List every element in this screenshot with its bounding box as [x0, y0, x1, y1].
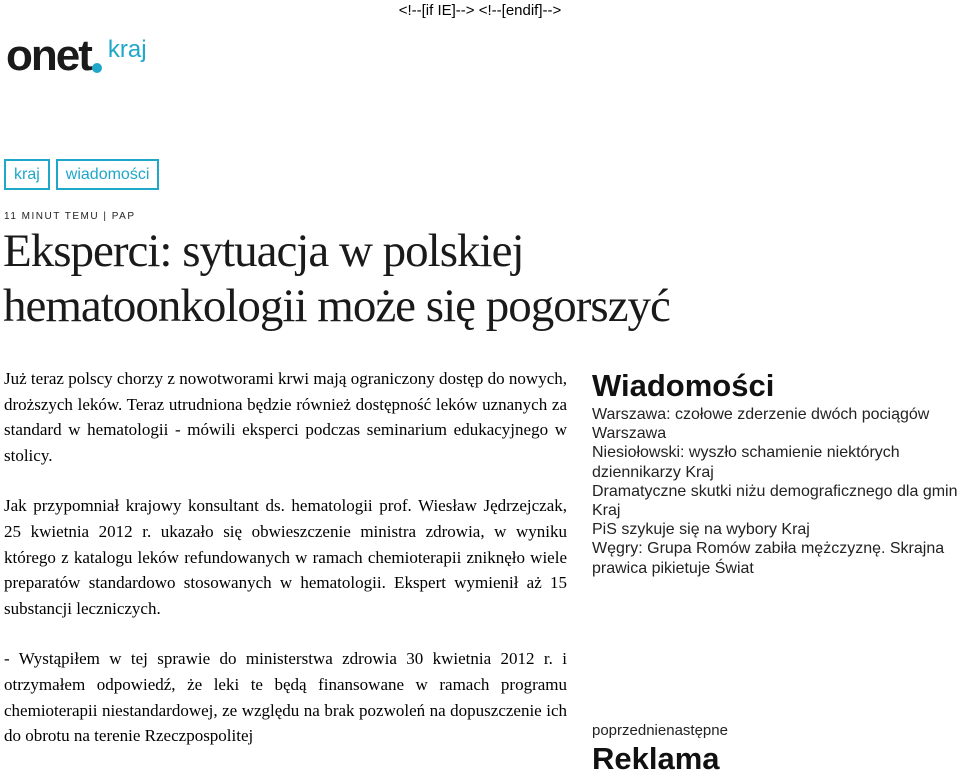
tag-wiadomosci[interactable]: wiadomości	[56, 159, 160, 190]
news-item-link[interactable]: Niesiołowski: wyszło schamienie niektórych dziennikarzy Kraj	[592, 444, 900, 481]
news-item-link[interactable]: Dramatyczne skutki niżu demograficznego dla gmin Kraj	[592, 482, 958, 520]
article-paragraph: Już teraz polscy chorzy z nowotworami krwi mają ograniczony dostęp do nowych, droższych leków. Teraz utrudniona będzie również dostępność leków uznanych za standard w hematologii - mówili eksperci podczas seminarium edukacyjnego w stolicy.	[4, 369, 567, 465]
tag-kraj[interactable]: kraj	[4, 159, 50, 190]
news-item	[592, 520, 960, 539]
article-body	[4, 366, 567, 774]
ie-conditional-comment-text: <!--[if IE]--> <!--[endif]-->	[398, 2, 562, 19]
logo-section-label: kraj	[107, 36, 147, 63]
sidebar-heading: Wiadomości	[592, 368, 775, 403]
ad-heading: Reklama	[592, 741, 720, 776]
news-list	[592, 405, 960, 578]
article-headline: Eksperci: sytuacja w polskiej hematoonkologii może się pogorszyć	[3, 225, 670, 332]
article-paragraph: Jak przypomniał krajowy konsultant ds. hematologii prof. Wiesław Jędrzejczak, 25 kwietnia 2012 r. ukazało się obwieszczenie ministra zdrowia, w wyniku którego z katalogu leków refundowanych w ramach chemioterapii zniknęło wiele preparatów standardowo stosowanych w hematologii. Ekspert wymienił aż 15 substancji leczniczych.	[4, 496, 567, 618]
news-item	[592, 443, 960, 481]
news-item-link[interactable]: PiS szykuje się na wybory Kraj	[592, 521, 810, 539]
article-meta: 11 MINUT TEMU | PAP	[4, 211, 136, 222]
news-sidebar	[592, 367, 960, 578]
onet-logo[interactable]	[6, 30, 147, 82]
logo-dot-icon	[92, 63, 102, 73]
prev-next-links[interactable]: poprzednienastępne	[592, 722, 728, 739]
news-item	[592, 539, 960, 577]
news-item-link[interactable]: Warszawa: czołowe zderzenie dwóch pociągów Warszawa	[592, 406, 930, 443]
article-paragraph: - Wystąpiłem w tej sprawie do ministerstwa zdrowia 30 kwietnia 2012 r. i otrzymałem odpowiedź, że leki te będą finansowane w ramach programu chemioterapii niestandardowej, ze względu na brak pozwoleń na dopuszczenie ich do obrotu na terenie Rzeczpospolitej	[4, 649, 567, 746]
news-item	[592, 405, 960, 443]
tag-list	[4, 159, 159, 190]
news-item	[592, 482, 960, 520]
logo-wordmark: onet	[6, 31, 91, 80]
news-item-link[interactable]: Węgry: Grupa Romów zabiła mężczyznę. Skrajna prawica pikietuje Świat	[592, 540, 945, 577]
